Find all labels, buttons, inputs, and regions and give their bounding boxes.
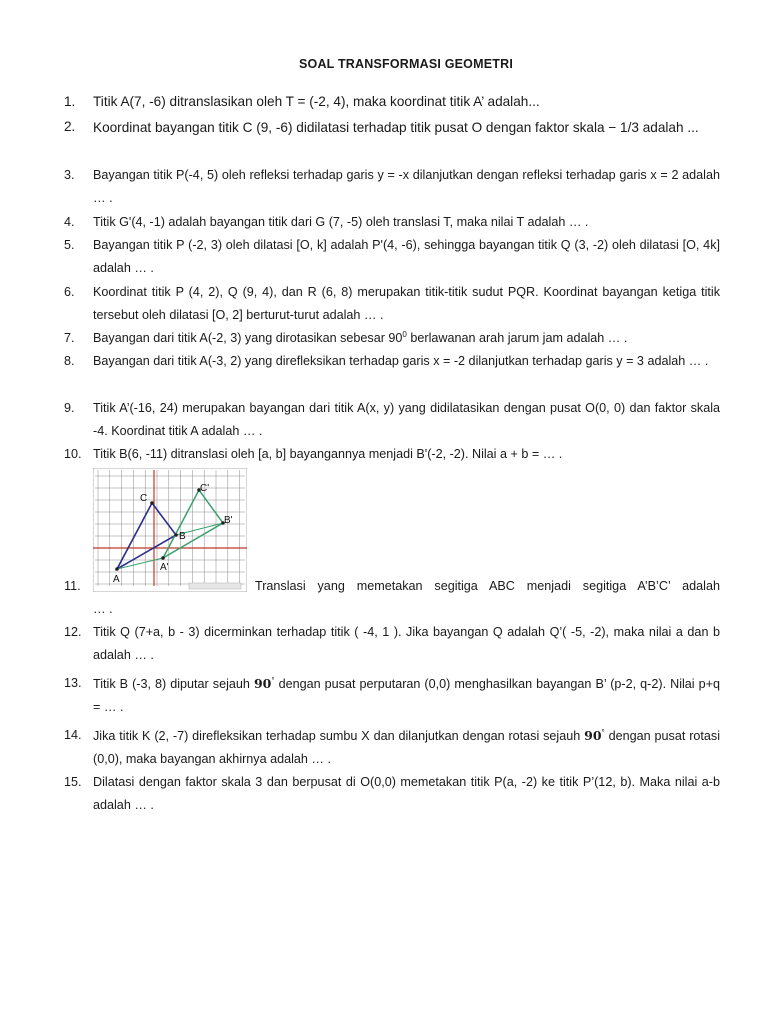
question-15 [64,771,720,817]
question-number: 5. [64,238,75,252]
label-b: B [179,531,186,542]
question-number: 13. [64,676,82,690]
point-a-prime [161,556,165,560]
degree-mark: ° [601,727,605,737]
question-text: Bayangan titik P (-2, 3) oleh dilatasi [O, k] adalah P'(4, -6), sehingga bayangan titik Q (3, -2) oleh dilatasi [O, 4k] adalah … . [93,238,720,275]
question-number: 15. [64,775,82,789]
label-c: C [140,493,148,504]
question-text: Koordinat bayangan titik C (9, -6) didilatasi terhadap titik pusat O dengan faktor skala − 1/3 adalah ... [93,120,699,135]
question-text: Bayangan dari titik A(-2, 3) yang dirotasikan sebesar $90^0$ berlawanan arah jarum jam adalah … . [93,329,628,345]
label-b-prime: B' [224,515,233,526]
question-text: Dilatasi dengan faktor skala 3 dan berpusat di O(0,0) memetakan titik P(a, -2) ke titik P’(12, b). Maka nilai a-b adalah … . [93,775,720,812]
point-a [115,567,119,571]
question-9 [64,397,720,443]
figure-caption-strip [189,583,241,589]
question-number: 2. [64,119,76,134]
question-text: Bayangan dari titik A(-3, 2) yang direfleksikan terhadap garis x = -2 dilanjutkan terhadap garis y = 3 adalah … . [93,354,709,368]
question-14 [64,724,720,771]
question-number: 6. [64,285,75,299]
question-number: 12. [64,625,82,639]
question-text: Titik A(7, -6) ditranslasikan oleh T = (-2, 4), maka koordinat titik A’ adalah... [93,94,540,109]
point-b [174,533,178,537]
question-3 [64,164,720,210]
question-text: Bayangan titik P(-4, 5) oleh refleksi terhadap garis y = -x dilanjutkan dengan refleksi terhadap garis x = 2 adalah … . [93,168,720,205]
question-4 [64,211,720,234]
question-text: … . [93,602,113,616]
question-13 [64,672,720,719]
question-text: Titik G'(4, -1) adalah bayangan titik dari G (7, -5) oleh translasi T, maka nilai T adalah … . [93,215,589,229]
label-a: A [113,574,120,585]
question-number: 8. [64,354,75,368]
degree-mark: ° [271,675,275,685]
question-5 [64,234,720,280]
question-number: 3. [64,168,75,182]
question-text: Titik Q (7+a, b - 3) dicerminkan terhadap titik ( -4, 1 ). Jika bayangan Q adalah Q’( -5, -2), maka nilai a dan b adalah … . [93,625,720,662]
question-1 [64,90,720,113]
question-text: Titik B(6, -11) ditranslasi oleh [a, b] bayangannya menjadi B'(-2, -2). Nilai a + b = … . [93,447,563,461]
question-text: Jika titik K (2, -7) direfleksikan terhadap sumbu X dan dilanjutkan dengan rotasi sejauh 90° dengan pusat rotasi (0,0), maka bayangan akhirnya adalah … . [93,727,720,766]
question-10 [64,443,720,466]
question-6 [64,281,720,327]
question-text: Titik B (-3, 8) diputar sejauh 90° dengan pusat perputaran (0,0) menghasilkan bayangan B’ (p-2, q-2). Nilai p+q = … . [93,675,720,714]
page-title: SOAL TRANSFORMASI GEOMETRI [298,57,513,71]
question-12 [64,621,720,667]
question-text: Koordinat titik P (4, 2), Q (9, 4), dan R (6, 8) merupakan titik-titik sudut PQR. Koordinat bayangan ketiga titik tersebut oleh dilatasi [O, 2] berturut-turut adalah … . [93,285,720,322]
question-number: 10. [64,447,82,461]
degree-superscript: 0 [402,329,407,339]
point-c [150,501,154,505]
question-number: 7. [64,331,75,345]
question-number: 4. [64,215,75,229]
transformation-grid-figure [93,468,247,592]
label-a-prime: A' [160,562,169,573]
question-number: 11. [64,579,81,593]
degree-value: 90 [253,676,272,691]
question-7 [64,327,720,350]
question-number: 14. [64,728,82,742]
degree-value: 90 [584,728,602,743]
question-8 [64,350,720,373]
question-number: 9. [64,401,75,415]
question-text: Titik A’(-16, 24) merupakan bayangan dari titik A(x, y) yang didilatasikan dengan pusat O(0, 0) dan faktor skala -4. Koordinat titik A adalah … . [93,401,720,438]
question-number: 1. [64,94,76,109]
label-c-prime: C' [200,483,210,494]
question-11-continuation [64,598,720,621]
question-2 [64,115,720,141]
question-11-text: Translasi yang memetakan segitiga ABC menjadi segitiga A’B’C’ adalah [255,579,720,593]
